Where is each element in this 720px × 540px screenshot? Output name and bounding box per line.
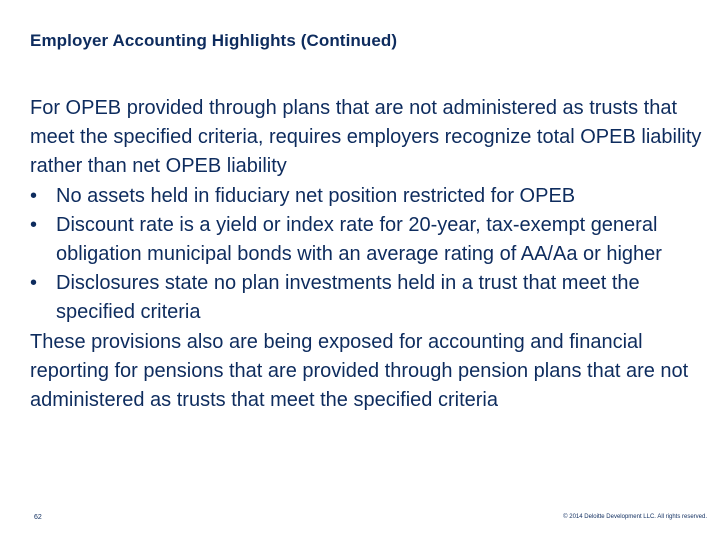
closing-paragraph: These provisions also are being exposed for accounting and financial reporting for pensions that are provided through pension plans that are not administered as trusts that meet the specified criteria: [30, 330, 689, 412]
slide-title: Employer Accounting Highlights (Continued): [30, 31, 398, 50]
bullet-item: [30, 182, 702, 211]
bullet-glyph: •: [30, 272, 38, 295]
bullet-glyph: •: [30, 184, 38, 207]
bullet-glyph: •: [30, 213, 38, 236]
bullet-item: [30, 269, 702, 327]
bullet-text: Discount rate is a yield or index rate for 20-year, tax-exempt general obligation municipal bonds with an average rating of AA/Aa or higher: [56, 213, 662, 266]
copyright-notice: © 2014 Deloitte Development LLC. All rights reserved.: [563, 514, 707, 520]
bullet-text: Disclosures state no plan investments held in a trust that meet the specified criteria: [56, 272, 640, 324]
page-number: 62: [34, 514, 42, 521]
intro-paragraph: For OPEB provided through plans that are not administered as trusts that meet the specified criteria, requires employers recognize total OPEB liability rather than net OPEB liability: [30, 97, 702, 178]
bullet-list: [30, 182, 702, 328]
slide-body: [30, 94, 702, 415]
bullet-text: No assets held in fiduciary net position restricted for OPEB: [56, 184, 576, 207]
bullet-item: [30, 211, 702, 269]
